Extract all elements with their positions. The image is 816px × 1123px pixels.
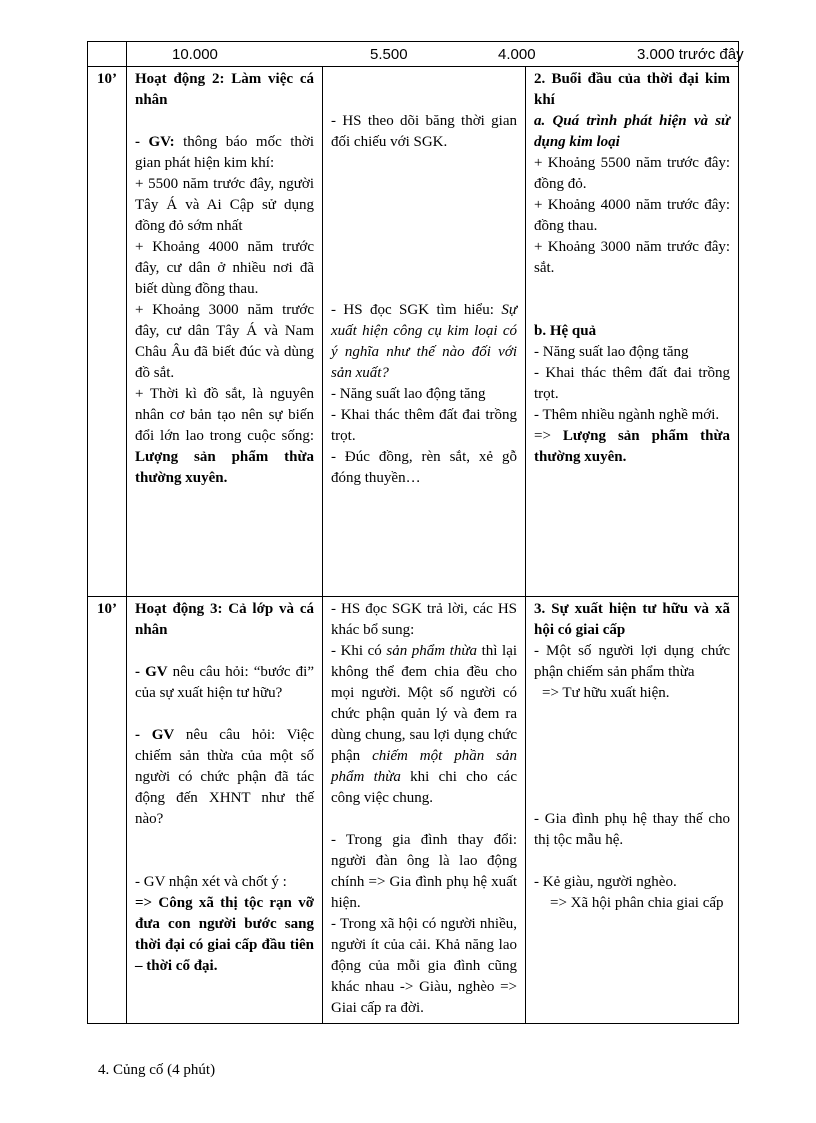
- timeline-mark-10000: 10.000: [172, 46, 218, 63]
- student-item: - Năng suất lao động tăng: [331, 386, 486, 402]
- activity-row: [88, 597, 739, 1024]
- content-item: - Khai thác thêm đất đai trồng trọt.: [534, 365, 731, 402]
- content-item: - Kẻ giàu, người nghèo.: [534, 874, 677, 890]
- activity-row: [88, 67, 739, 597]
- student-item: - HS đọc SGK trả lời, các HS khác bổ sung:: [331, 601, 517, 638]
- content-item: + Khoảng 4000 năm trước đây: đồng thau.: [534, 197, 731, 234]
- activity-title: Hoạt động 3: Cả lớp và cá nhân: [135, 601, 314, 638]
- activity-title: Hoạt động 2: Làm việc cá nhân: [135, 71, 314, 108]
- time-cell: 10’: [88, 597, 127, 1024]
- student-item: - Đúc đồng, rèn sắt, xẻ gỗ đóng thuyền…: [331, 449, 517, 486]
- timeline-mark-5500: 5.500: [370, 46, 408, 63]
- section-heading: 3. Sự xuất hiện tư hữu và xã hội có giai cấp: [534, 601, 731, 638]
- subsection-heading: a. Quá trình phát hiện và sử dụng kim loại: [534, 113, 731, 150]
- timeline-cell: [127, 42, 744, 67]
- teacher-question: - GV nêu câu hỏi: “bước đi” của sự xuất hiện tư hữu?: [135, 664, 314, 701]
- student-item: - Trong gia đình thay đổi: người đàn ông là lao động chính => Gia đình phụ hệ xuất hiện.: [331, 832, 517, 911]
- subsection-heading: b. Hệ quả: [534, 323, 597, 339]
- timeline-mark-4000: 4.000: [498, 46, 536, 63]
- timeline-row: [88, 42, 739, 67]
- timeline-mark-3000: 3.000 trước đây: [637, 46, 744, 63]
- teacher-item: + Khoảng 4000 năm trước đây, cư dân ở nhiều nơi đã biết dùng đồng thau.: [135, 239, 314, 297]
- content-item: - Một số người lợi dụng chức phận chiếm sản phẩm thừa: [534, 643, 731, 680]
- content-item: - Thêm nhiều ngành nghề mới.: [534, 407, 720, 423]
- time-cell: 10’: [88, 67, 127, 597]
- student-item: - Trong xã hội có người nhiều, người ít của cải. Khả năng lao động của mỗi gia đình cũng khác nhau -> Giàu, nghèo => Giai cấp ra đời.: [331, 916, 517, 1016]
- student-item: - HS đọc SGK tìm hiểu: Sự xuất hiện công cụ kim loại có ý nghĩa như thế nào đối với sản xuất?: [331, 302, 517, 381]
- student-activity-cell: [323, 597, 526, 1024]
- student-item: - Khai thác thêm đất đai trồng trọt.: [331, 407, 517, 444]
- content-item: => Tư hữu xuất hiện.: [542, 685, 670, 701]
- content-cell: [526, 67, 739, 597]
- content-item: - Năng suất lao động tăng: [534, 344, 689, 360]
- student-item: - Khi có sản phẩm thừa thì lại không thể đem chia đều cho mọi người. Một số người có chức phận quản lý và đem ra dùng chung, sau lợi dụng chức phận chiếm một phần sản phẩm thừa khi chi cho các công việc chung.: [331, 643, 518, 806]
- teacher-conclusion-intro: - GV nhận xét và chốt ý :: [135, 874, 287, 890]
- content-item: + Khoảng 3000 năm trước đây: sắt.: [534, 239, 731, 276]
- timeline-empty-cell: [88, 42, 127, 67]
- student-activity-cell: [323, 67, 526, 597]
- section-footer: 4. Củng cố (4 phút): [98, 1062, 216, 1078]
- content-item: - Gia đình phụ hệ thay thế cho thị tộc mẫu hệ.: [534, 811, 731, 848]
- teacher-item: + Khoảng 3000 năm trước đây, cư dân Tây Á và Nam Châu Âu đã biết đúc và dùng đồ sắt.: [135, 302, 314, 381]
- section-heading: 2. Buổi đầu của thời đại kim khí: [534, 71, 731, 108]
- lesson-plan-table: [87, 41, 744, 1024]
- teacher-activity-cell: [127, 67, 323, 597]
- content-cell: [526, 597, 739, 1024]
- content-conclusion: => Lượng sản phẩm thừa thường xuyên.: [534, 428, 731, 465]
- student-item: - HS theo dõi băng thời gian đối chiếu với SGK.: [331, 113, 517, 150]
- teacher-question: - GV nêu câu hỏi: Việc chiếm sản thừa của một số người có chức phận đã tác động đến XHNT như thế nào?: [135, 727, 315, 827]
- content-item: + Khoảng 5500 năm trước đây: đồng đỏ.: [534, 155, 731, 192]
- teacher-conclusion: => Công xã thị tộc rạn vỡ đưa con người bước sang thời đại có giai cấp đầu tiên – thời cổ đại.: [135, 895, 314, 974]
- teacher-item: + Thời kì đồ sắt, là nguyên nhân cơ bản tạo nên sự biến đổi lớn lao trong cuộc sống: Lượng sản phẩm thừa thường xuyên.: [135, 386, 314, 486]
- teacher-activity-cell: [127, 597, 323, 1024]
- content-item: => Xã hội phân chia giai cấp: [550, 895, 724, 911]
- teacher-item: + 5500 năm trước đây, người Tây Á và Ai Cập sử dụng đồng đỏ sớm nhất: [135, 176, 314, 234]
- teacher-announcement: - GV: thông báo mốc thời gian phát hiện kim khí:: [135, 134, 314, 171]
